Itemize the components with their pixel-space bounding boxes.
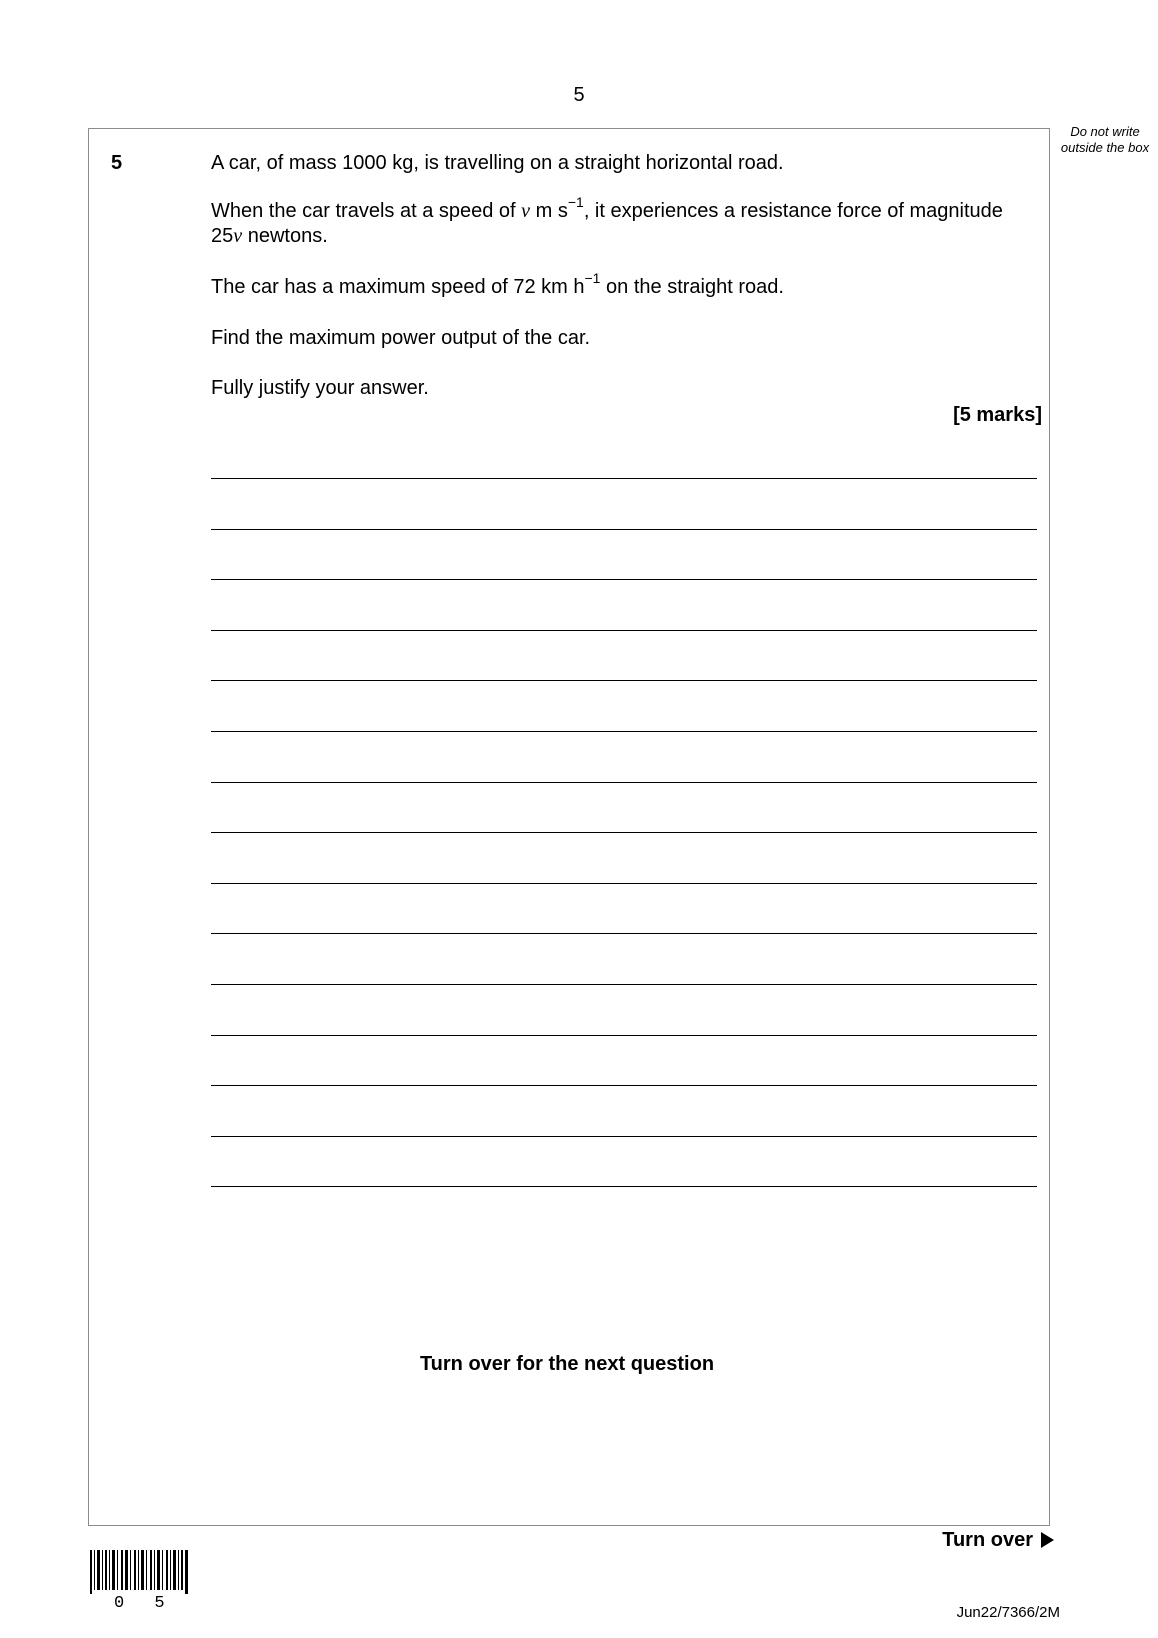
question-paragraph-5: Fully justify your answer.	[211, 377, 429, 399]
p2-text-b: , it experiences a resistance force of magnitude 25	[211, 200, 1003, 247]
answer-line[interactable]	[211, 883, 1037, 884]
p3-text-a: The car has a maximum speed of 72 km h	[211, 276, 585, 298]
answer-line[interactable]	[211, 680, 1037, 681]
answer-line[interactable]	[211, 933, 1037, 934]
speed-variable: v	[521, 200, 531, 222]
p2-text-c: newtons.	[242, 225, 328, 247]
paper-reference: Jun22/7366/2M	[956, 1604, 1060, 1621]
barcode-digits: 0 5	[114, 1594, 175, 1613]
answer-line[interactable]	[211, 630, 1037, 631]
marks-label: [5 marks]	[953, 404, 1042, 426]
answer-line[interactable]	[211, 1085, 1037, 1086]
answer-line[interactable]	[211, 1186, 1037, 1187]
answer-line[interactable]	[211, 478, 1037, 479]
turn-over-text: Turn over	[942, 1529, 1033, 1551]
answer-line[interactable]	[211, 832, 1037, 833]
answer-line[interactable]	[211, 984, 1037, 985]
p2-exponent: −1	[567, 194, 584, 211]
answer-line[interactable]	[211, 579, 1037, 580]
barcode	[88, 1550, 194, 1594]
question-intro: A car, of mass 1000 kg, is travelling on a straight horizontal road.	[211, 152, 784, 174]
question-paragraph-3	[211, 270, 1031, 300]
p3-exponent: −1	[584, 270, 601, 287]
question-paragraph-4: Find the maximum power output of the car.	[211, 327, 591, 349]
answer-line[interactable]	[211, 1035, 1037, 1036]
p2-text-a: When the car travels at a speed of	[211, 200, 522, 222]
page-number: 5	[573, 84, 585, 106]
next-question-note: Turn over for the next question	[419, 1353, 715, 1375]
question-number: 5	[111, 152, 123, 174]
answer-line[interactable]	[211, 1136, 1037, 1137]
turn-over-label	[942, 1529, 1054, 1552]
margin-note: Do not write outside the box	[1060, 124, 1150, 155]
question-paragraph-2	[211, 194, 1031, 249]
speed-variable-2: v	[233, 225, 243, 247]
answer-line[interactable]	[211, 529, 1037, 530]
answer-line[interactable]	[211, 731, 1037, 732]
answer-line[interactable]	[211, 782, 1037, 783]
p3-text-b: on the straight road.	[600, 276, 784, 298]
right-arrow-icon	[1041, 1532, 1054, 1548]
p2-unit: m s	[530, 200, 568, 222]
